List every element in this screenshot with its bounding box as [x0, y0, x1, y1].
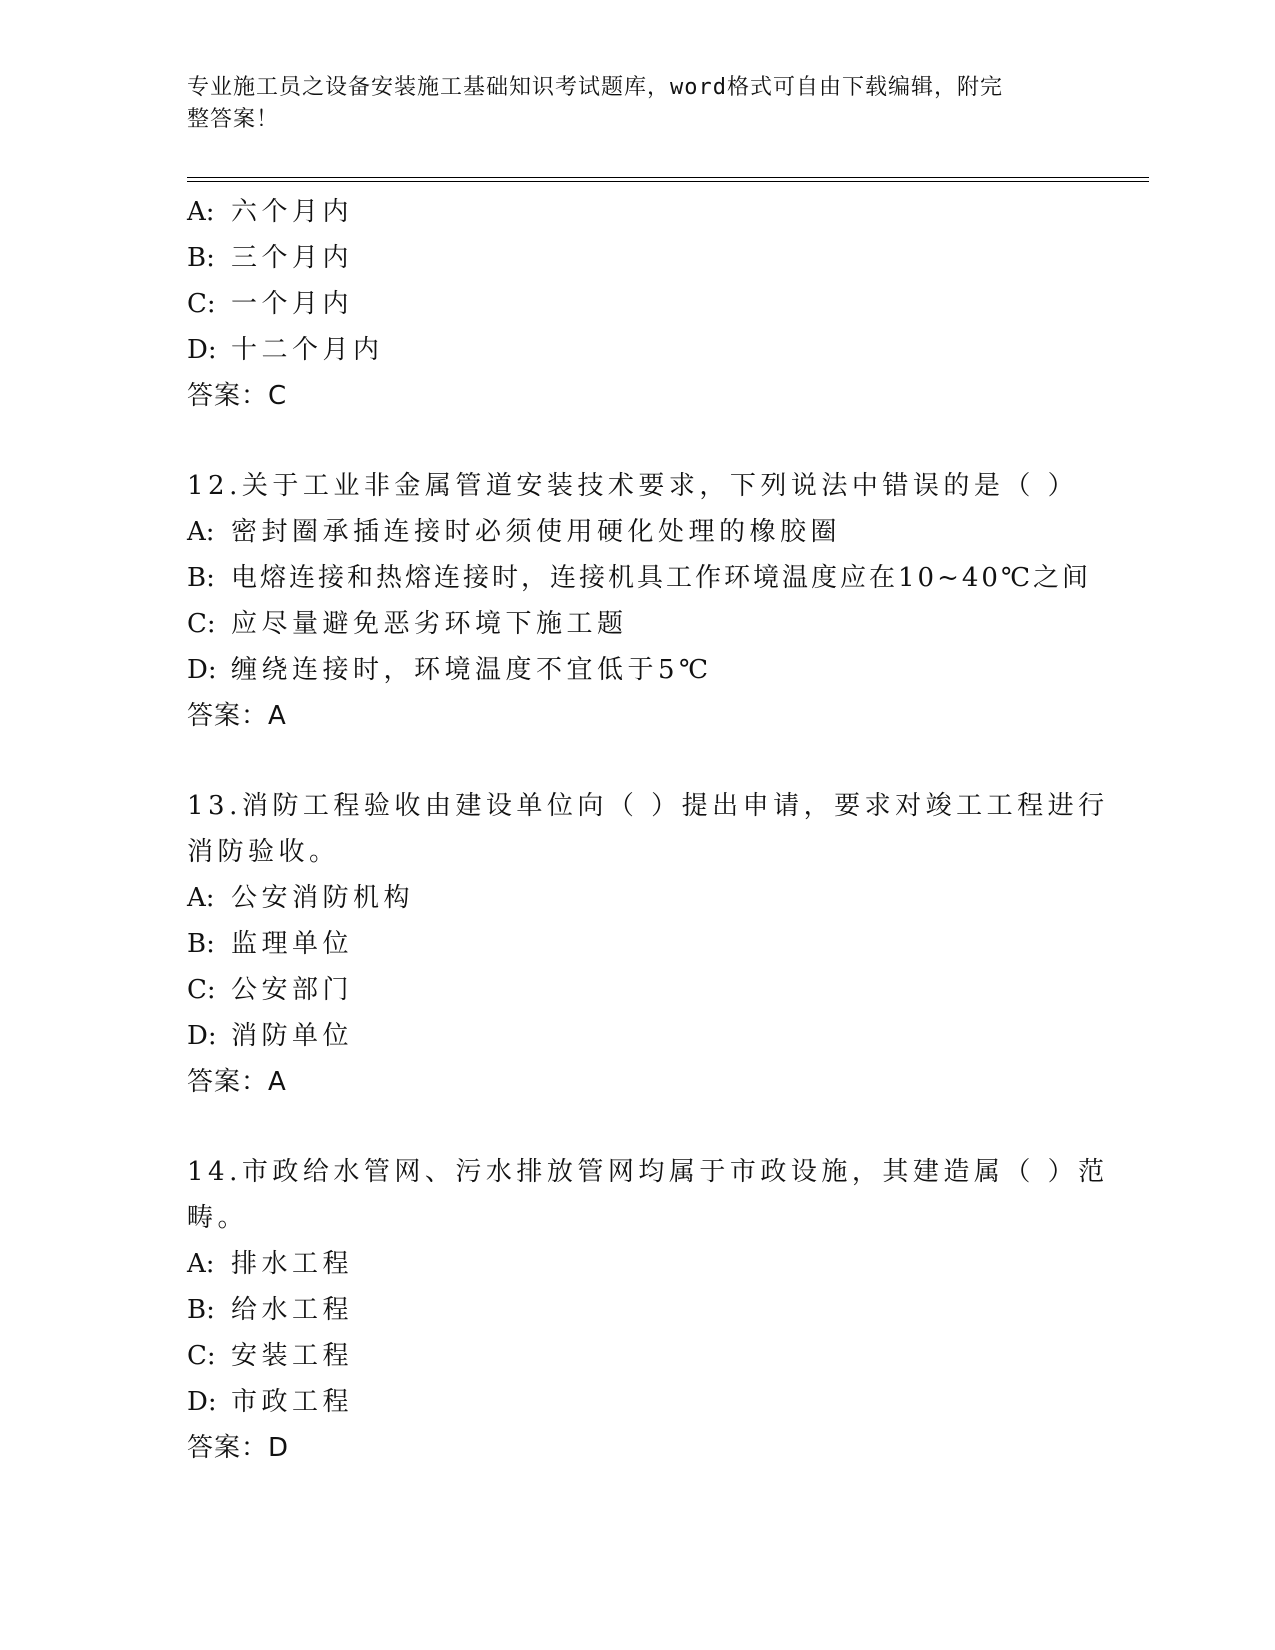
- question-stem: 14.市政给水管网、污水排放管网均属于市政设施，其建造属（ ）范: [187, 1157, 1109, 1187]
- option-letter: C:: [187, 289, 216, 319]
- question-spacer: [187, 419, 1067, 463]
- option-c: [187, 601, 1067, 647]
- document-header: [187, 72, 1067, 136]
- option-d: [187, 1379, 1067, 1425]
- question-13: [187, 783, 1109, 1105]
- question-14: [187, 1149, 1109, 1471]
- option-text: 监理单位: [231, 929, 354, 959]
- option-b: [187, 1287, 1067, 1333]
- option-c: [187, 281, 1067, 327]
- option-text: 一个月内: [231, 289, 354, 319]
- option-d: [187, 327, 1067, 373]
- answer-line: 答案：A: [187, 701, 287, 731]
- option-text: 应尽量避免恶劣环境下施工题: [231, 609, 628, 639]
- option-text: 市政工程: [231, 1387, 354, 1417]
- option-a: [187, 1241, 1067, 1287]
- option-letter: C:: [187, 1341, 216, 1371]
- answer-line: 答案：D: [187, 1433, 290, 1463]
- option-text: 公安部门: [231, 975, 354, 1005]
- option-text: 安装工程: [231, 1341, 354, 1371]
- question-stem: 13.消防工程验收由建设单位向（ ）提出申请，要求对竣工工程进行: [187, 791, 1109, 821]
- question-12: [187, 463, 1092, 739]
- option-letter: A:: [187, 883, 215, 913]
- option-letter: D:: [187, 335, 217, 365]
- question-stem-continued: 消防验收。: [187, 837, 340, 867]
- option-text: 三个月内: [231, 243, 354, 273]
- option-a: [187, 875, 1067, 921]
- option-letter: B:: [187, 563, 215, 593]
- option-letter: C:: [187, 975, 216, 1005]
- option-c: [187, 1333, 1067, 1379]
- header-title-line-2: 整答案！: [187, 107, 280, 132]
- option-letter: D:: [187, 1387, 217, 1417]
- option-text: 消防单位: [231, 1021, 354, 1051]
- option-b: [187, 235, 1067, 281]
- option-d: [187, 647, 1067, 693]
- question-stem-continued: 畴。: [187, 1203, 249, 1233]
- option-letter: D:: [187, 655, 217, 685]
- option-b: [187, 921, 1067, 967]
- option-text: 电熔连接和热熔连接时，连接机具工作环境温度应在10~40℃之间: [231, 563, 1092, 593]
- option-letter: B:: [187, 243, 215, 273]
- option-letter: A:: [187, 517, 215, 547]
- question-list: [187, 189, 1109, 1471]
- option-text: 排水工程: [231, 1249, 354, 1279]
- option-letter: D:: [187, 1021, 217, 1051]
- option-a: [187, 189, 1067, 235]
- header-title-line-1: 专业施工员之设备安装施工基础知识考试题库，word格式可自由下载编辑，附完: [187, 75, 1003, 100]
- option-text: 密封圈承插连接时必须使用硬化处理的橡胶圈: [231, 517, 842, 547]
- option-letter: A:: [187, 1249, 215, 1279]
- answer-line: 答案：C: [187, 381, 288, 411]
- option-letter: B:: [187, 929, 215, 959]
- option-letter: B:: [187, 1295, 215, 1325]
- option-b: [187, 555, 1092, 601]
- option-letter: A:: [187, 197, 215, 227]
- question-spacer: [187, 739, 1067, 783]
- question-stem: 12.关于工业非金属管道安装技术要求，下列说法中错误的是（ ）: [187, 471, 1079, 501]
- header-divider: [187, 177, 1149, 182]
- option-text: 十二个月内: [231, 335, 384, 365]
- option-a: [187, 509, 1067, 555]
- answer-line: 答案：A: [187, 1067, 287, 1097]
- option-text: 公安消防机构: [231, 883, 415, 913]
- question-spacer: [187, 1105, 1067, 1149]
- option-text: 六个月内: [231, 197, 354, 227]
- option-d: [187, 1013, 1067, 1059]
- option-c: [187, 967, 1067, 1013]
- question-11: [187, 189, 1067, 419]
- option-text: 给水工程: [231, 1295, 354, 1325]
- option-text: 缠绕连接时，环境温度不宜低于5℃: [231, 655, 713, 685]
- option-letter: C:: [187, 609, 216, 639]
